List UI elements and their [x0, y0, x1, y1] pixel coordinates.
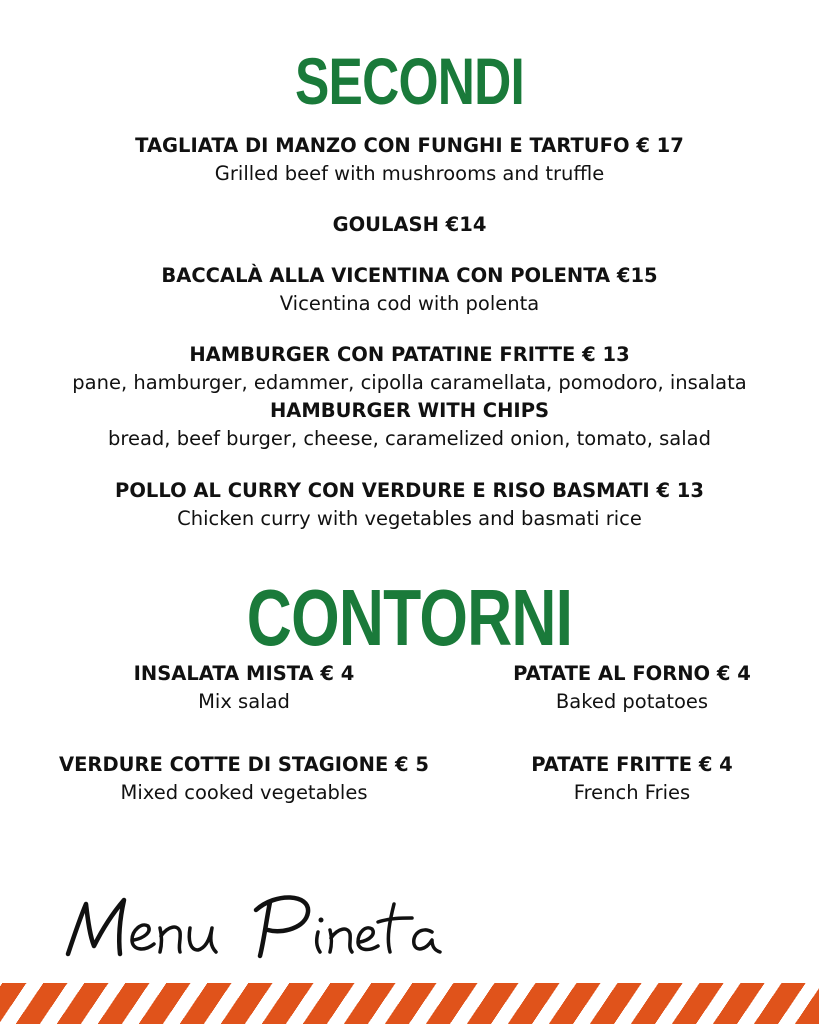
side-item-verdure: [14, 751, 474, 807]
item-description: Mix salad: [198, 690, 290, 713]
item-name: PATATE AL FORNO € 4: [513, 662, 751, 685]
item-name: GOULASH €14: [332, 213, 487, 236]
item-name: PATATE FRITTE € 4: [531, 753, 733, 776]
contorni-title: CONTORNI: [246, 573, 573, 662]
menu-item-goulash: [0, 211, 819, 239]
item-name: INSALATA MISTA € 4: [133, 662, 355, 685]
side-item-patate-fritte: [445, 751, 819, 807]
menu-pineta-signature-logo: [60, 884, 460, 974]
item-name: TAGLIATA DI MANZO CON FUNGHI E TARTUFO € 17: [135, 134, 684, 157]
side-item-insalata: [14, 660, 474, 716]
item-name: BACCALÀ ALLA VICENTINA CON POLENTA €15: [161, 264, 658, 287]
item-name-english: HAMBURGER WITH CHIPS: [269, 399, 550, 422]
menu-item-baccala: [0, 262, 819, 318]
menu-item-tagliata: [0, 132, 819, 188]
item-description: pane, hamburger, edammer, cipolla caramellata, pomodoro, insalata: [72, 371, 747, 394]
item-name: VERDURE COTTE DI STAGIONE € 5: [59, 753, 429, 776]
item-description: Mixed cooked vegetables: [120, 781, 368, 804]
menu-item-pollo-curry: [0, 477, 819, 533]
item-description: Vicentina cod with polenta: [279, 292, 540, 315]
decorative-stripe-band: [0, 983, 819, 1024]
item-name: POLLO AL CURRY CON VERDURE E RISO BASMATI € 13: [115, 479, 704, 502]
secondi-title: SECONDI: [294, 44, 525, 118]
item-description-english: bread, beef burger, cheese, caramelized onion, tomato, salad: [108, 427, 711, 450]
item-description: Baked potatoes: [555, 690, 709, 713]
item-description: Grilled beef with mushrooms and truffle: [214, 162, 605, 185]
menu-item-hamburger: [0, 341, 819, 453]
item-description: Chicken curry with vegetables and basmati rice: [177, 507, 642, 530]
item-name: HAMBURGER CON PATATINE FRITTE € 13: [189, 343, 630, 366]
item-description: French Fries: [573, 781, 691, 804]
side-item-patate-forno: [445, 660, 819, 716]
